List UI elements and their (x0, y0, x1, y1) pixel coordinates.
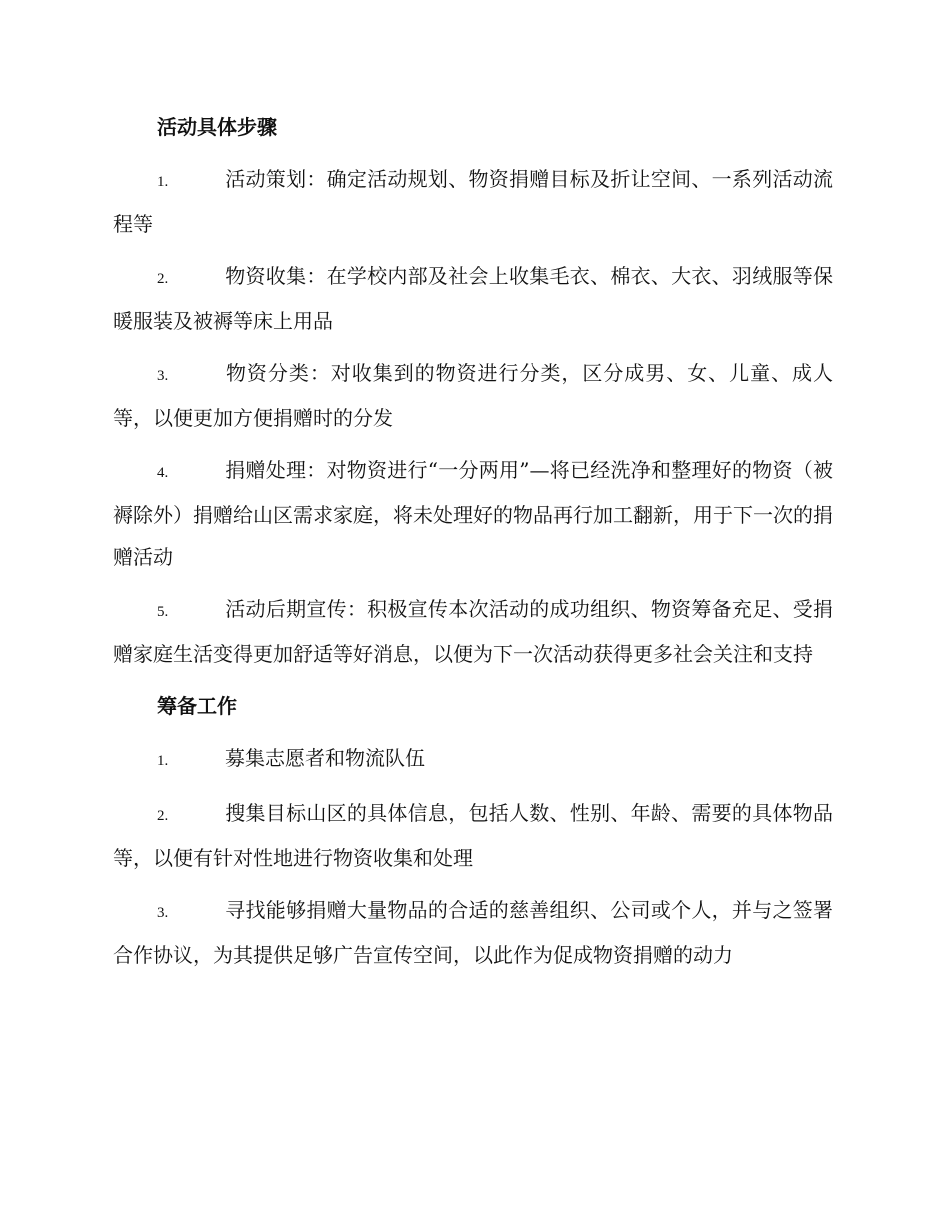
list-item-text: 物资分类：对收集到的物资进行分类，区分成男、女、儿童、成人等，以便更加方便捐赠时的分发 (113, 361, 833, 430)
list-item-text: 活动后期宣传：积极宣传本次活动的成功组织、物资筹备充足、受捐赠家庭生活变得更加舒适等好消息，以便为下一次活动获得更多社会关注和支持 (113, 597, 833, 666)
list-number: 2. (157, 271, 169, 287)
list-item-text: 物资收集：在学校内部及社会上收集毛衣、棉衣、大衣、羽绒服等保暖服装及被褥等床上用品 (113, 264, 833, 333)
list-number: 1. (157, 174, 169, 190)
section-heading-steps: 活动具体步骤 (157, 115, 277, 139)
document-body (113, 106, 833, 986)
list-item (113, 449, 833, 578)
list-item (113, 889, 833, 976)
list-item-text: 活动策划：确定活动规划、物资捐赠目标及折让空间、一系列活动流程等 (113, 167, 833, 236)
section-heading-preparation: 筹备工作 (157, 694, 237, 718)
list-item (113, 588, 833, 675)
list-number: 2. (157, 808, 169, 824)
list-item (113, 352, 833, 439)
list-item (113, 737, 833, 782)
list-item-text: 捐赠处理：对物资进行“一分两用”—将已经洗净和整理好的物资（被褥除外）捐赠给山区需求家庭，将未处理好的物品再行加工翻新，用于下一次的捐赠活动 (113, 458, 833, 569)
list-item (113, 255, 833, 342)
list-item (113, 792, 833, 879)
list-number: 1. (157, 753, 169, 769)
list-number: 5. (157, 604, 169, 620)
list-number: 4. (157, 465, 169, 481)
list-item-text: 寻找能够捐赠大量物品的合适的慈善组织、公司或个人，并与之签署合作协议，为其提供足够广告宣传空间，以此作为促成物资捐赠的动力 (113, 898, 833, 967)
list-item-text: 搜集目标山区的具体信息，包括人数、性别、年龄、需要的具体物品等，以便有针对性地进行物资收集和处理 (113, 801, 833, 870)
list-number: 3. (157, 905, 169, 921)
list-item-text: 募集志愿者和物流队伍 (225, 746, 425, 770)
list-number: 3. (157, 368, 169, 384)
list-item (113, 158, 833, 245)
